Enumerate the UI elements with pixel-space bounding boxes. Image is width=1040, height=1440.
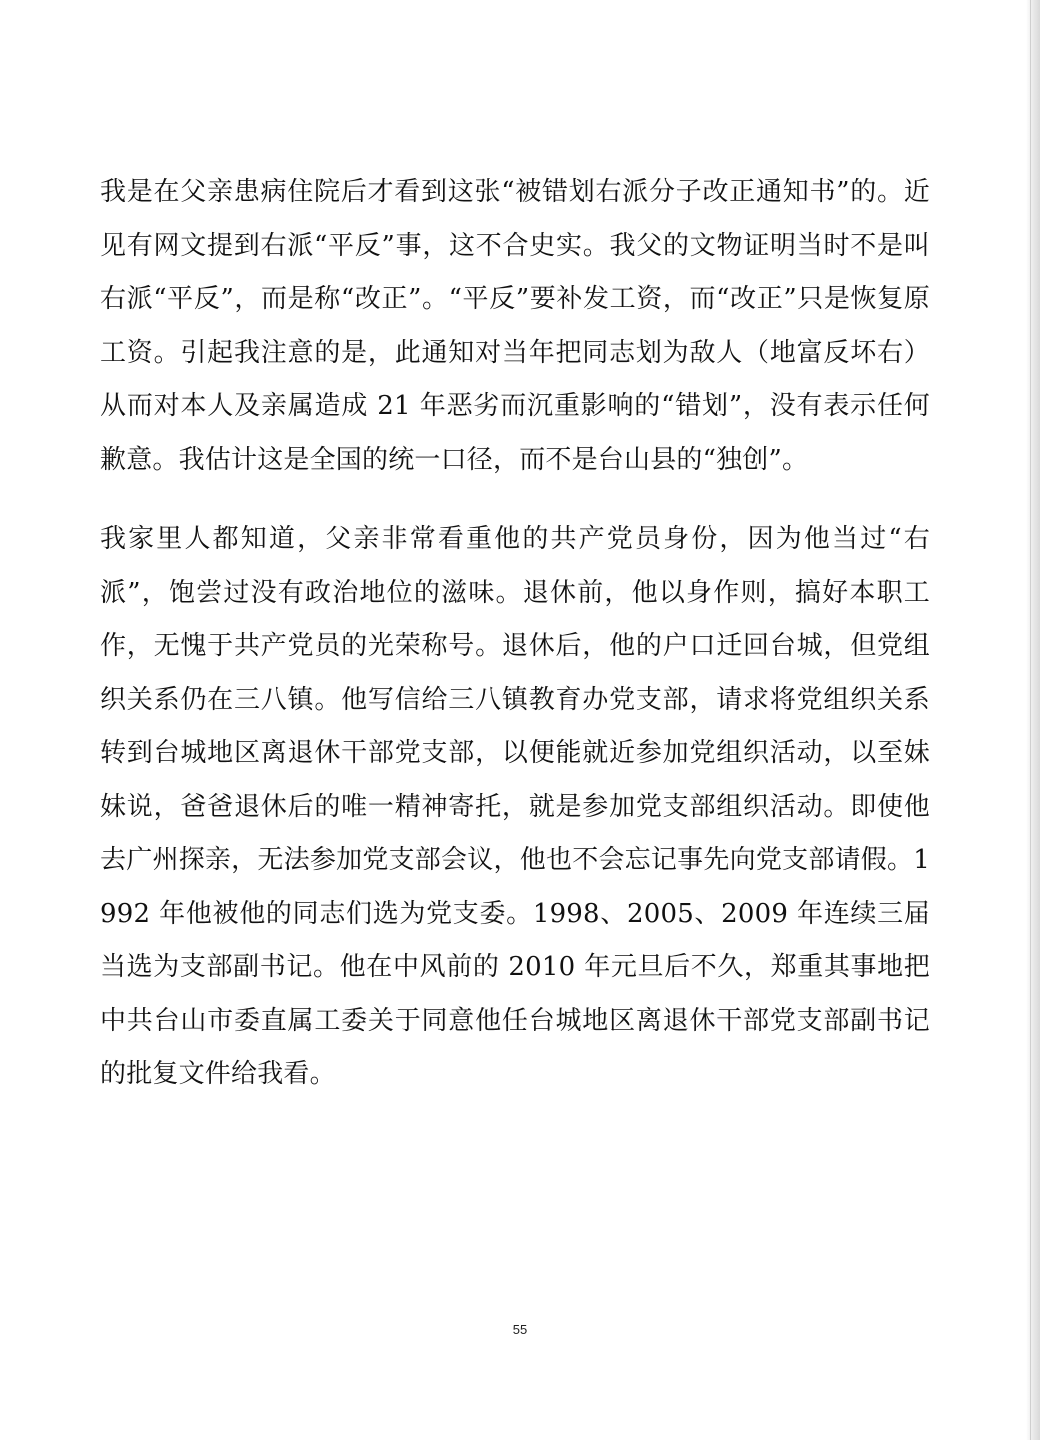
page-number: 55 xyxy=(512,1322,528,1337)
paragraph-1: 我是在父亲患病住院后才看到这张“被错划右派分子改正通知书”的。近见有网文提到右派“平反”事，这不合史实。我父的文物证明当时不是叫右派“平反”，而是称“改正”。“平反”要补发工资，而“改正”只是恢复原工资。引起我注意的是，此通知对当年把同志划为敌人（地富反坏右）从而对本人及亲属造成 21 年恶劣而沉重影响的“错划”，没有表示任何歉意。我估计这是全国的统一口径，而不是台山县的“独创”。 xyxy=(100,177,930,475)
paragraph-2: 我家里人都知道，父亲非常看重他的共产党员身份，因为他当过“右派”，饱尝过没有政治地位的滋味。退休前，他以身作则，搞好本职工作，无愧于共产党员的光荣称号。退休后，他的户口迁回台城，但党组织关系仍在三八镇。他写信给三八镇教育办党支部，请求将党组织关系转到台城地区离退休干部党支部，以便能就近参加党组织活动，以至妹妹说，爸爸退休后的唯一精神寄托，就是参加党支部组织活动。即使他去广州探亲，无法参加党支部会议，他也不会忘记事先向党支部请假。1992 年他被他的同志们选为党支委。1998、2005、2009 年连续三届当选为支部副书记。他在中风前的 2010 年元旦后不久，郑重其事地把中共台山市委直属工委关于同意他任台城地区离退休干部党支部副书记的批复文件给我看。 xyxy=(100,524,930,1089)
page-edge-shadow xyxy=(1026,0,1040,1440)
body-text xyxy=(100,166,930,1128)
page-edge-line xyxy=(1030,0,1031,1440)
